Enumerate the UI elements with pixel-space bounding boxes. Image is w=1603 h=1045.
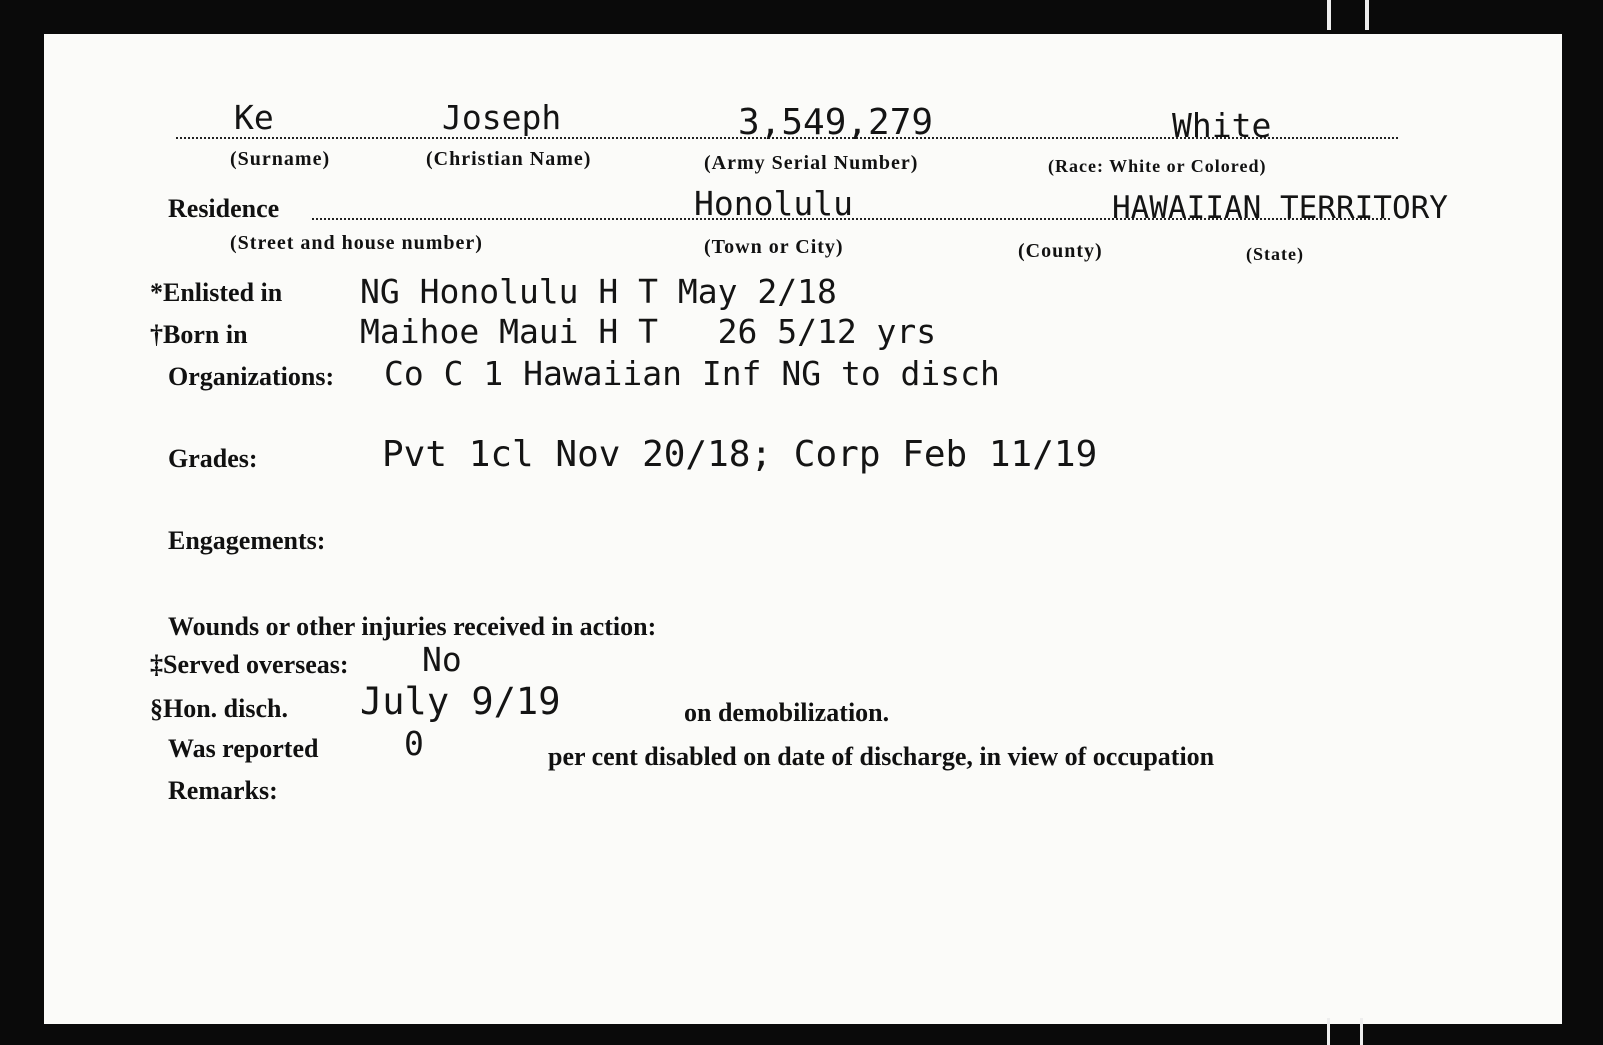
state-caption: (State) xyxy=(1246,244,1304,264)
scan-edge-mark xyxy=(1360,1018,1363,1045)
discharge-label: §Hon. disch. xyxy=(150,694,288,723)
race-caption: (Race: White or Colored) xyxy=(1048,156,1267,176)
residence-state-value: HAWAIIAN TERRITORY xyxy=(1112,190,1448,226)
surname-value: Ke xyxy=(234,98,274,137)
discharge-value: July 9/19 xyxy=(360,680,561,723)
organizations-label: Organizations: xyxy=(168,362,335,391)
discharge-suffix: on demobilization. xyxy=(684,698,890,727)
street-caption: (Street and house number) xyxy=(230,232,483,254)
disability-value: 0 xyxy=(404,724,424,763)
grades-label: Grades: xyxy=(168,444,258,473)
enlisted-value: NG Honolulu H T May 2/18 xyxy=(360,272,837,311)
served-overseas-label: ‡Served overseas: xyxy=(150,650,349,679)
disability-label: Was reported xyxy=(168,734,319,763)
wounds-label: Wounds or other injuries received in action: xyxy=(168,612,657,641)
race-value: White xyxy=(1172,106,1272,145)
engagements-label: Engagements: xyxy=(168,526,326,555)
grades-value: Pvt 1cl Nov 20/18; Corp Feb 11/19 xyxy=(382,434,1098,475)
enlisted-label: *Enlisted in xyxy=(150,278,283,307)
scan-edge-mark xyxy=(1327,0,1331,30)
county-caption: (County) xyxy=(1018,240,1103,262)
town-caption: (Town or City) xyxy=(704,236,844,258)
served-overseas-value: No xyxy=(422,640,462,679)
scan-edge-mark xyxy=(1327,1018,1330,1045)
serial-number-caption: (Army Serial Number) xyxy=(704,152,919,174)
surname-caption: (Surname) xyxy=(230,148,331,170)
serial-number-value: 3,549,279 xyxy=(738,102,934,143)
christian-name-value: Joseph xyxy=(442,98,562,137)
scan-edge-mark xyxy=(1365,0,1369,30)
service-record-card xyxy=(44,34,1562,1024)
disability-suffix: per cent disabled on date of discharge, in view of occupation xyxy=(548,742,1215,771)
born-label: †Born in xyxy=(150,320,248,349)
residence-label: Residence xyxy=(168,194,280,223)
organizations-value: Co C 1 Hawaiian Inf NG to disch xyxy=(384,354,1000,393)
christian-name-caption: (Christian Name) xyxy=(426,148,592,170)
remarks-label: Remarks: xyxy=(168,776,278,805)
born-value: Maihoe Maui H T 26 5/12 yrs xyxy=(360,312,937,351)
residence-town-value: Honolulu xyxy=(694,184,853,223)
